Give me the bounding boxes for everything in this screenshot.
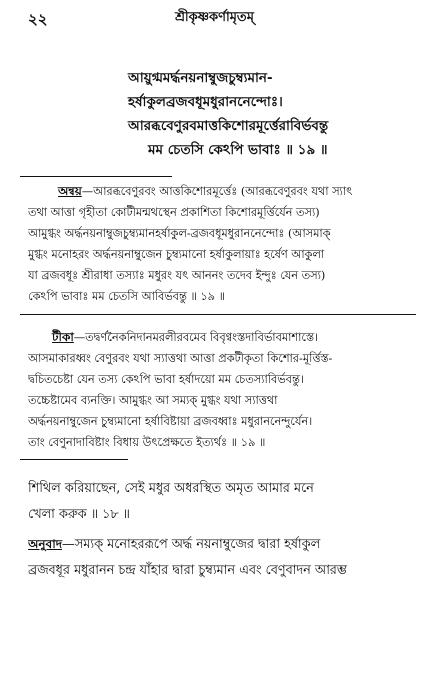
tika-line: আসমাকারধ্বং বেণুরবং যথা স্যাত্তথা আত্তা প্রকটীকৃতা কিশোর-মূর্ত্তিস্ত-	[28, 352, 333, 365]
anubad-heading: অনুবাদ	[28, 537, 63, 551]
anvaya-line: তথা আত্তা গৃহীতা কোটীমন্মথস্থেন প্রকাশিতা কিশোরমূর্ত্তির্যেন তস্য)	[28, 206, 320, 219]
tika-section	[28, 327, 412, 453]
anvaya-line: যা ব্রজবধূঃ শ্রীরাধা তস্যাঃ মধুরং যৎ আননং তদেব ইন্দুঃ যেন তস্য)	[28, 269, 326, 282]
tika-line: তচ্চেষ্টামেব ব্যনক্তি। আমুগ্ধং আ সম্যক্ মুগ্ধং যথা স্যাত্তথা	[28, 394, 278, 407]
anubad-line: ব্রজবধূর মধুরানন চন্দ্র যাঁহার দ্বারা চুম্ব্যমান এবং বেণুবাদন আরম্ভ	[28, 563, 347, 578]
tika-first-line: —তদ্বর্ণনৈকনিদানমরলীরবমেব বিবৃণ্বংস্তদাবির্ভাবমাশাস্তে।	[73, 331, 319, 344]
anvaya-section	[28, 181, 412, 307]
verse-line: হর্ষাকুলব্রজবধূমধুরাননেন্দোঃ।	[128, 94, 283, 110]
anvaya-line: আমুগ্ধং অর্দ্ধনয়নাম্বুজচুম্ব্যমানহর্ষাকুল-ব্রজবধূমধুরাননেন্দোঃ (আসমাক্	[28, 227, 331, 240]
tika-heading: টীকা	[52, 330, 74, 344]
page-number: ২২	[28, 10, 48, 28]
verse-line: আয়ুগ্মমর্দ্ধনয়নাম্বুজচুম্ব্যমান-	[128, 70, 273, 86]
anvaya-heading: অন্বয়	[58, 184, 82, 198]
verse-line: আরব্ধবেণুরবমাত্তকিশোরমূর্ত্তেরাবির্ভবন্তু	[128, 118, 329, 134]
divider	[20, 459, 128, 460]
divider	[20, 314, 416, 315]
bengali-line: শিথিল করিয়াছেন, সেই মধুর অধরস্থিত অমৃত আমার মনে	[28, 481, 314, 496]
tika-line: দ্বচিতচেষ্টা যেন তস্য কেঽপি ভাবা হর্ষাদয়ো মম চেতস্যাবির্ভবন্তু।	[28, 373, 304, 386]
tika-line: তাং বেণুনাদাবিষ্টাং বিধায় উৎপ্রেক্ষতে ইত্যর্থঃ ॥ ১৯ ॥	[28, 436, 266, 449]
tika-line: অর্দ্ধনয়নাম্বুজেন চুম্ব্যমানো হর্ষাবিষ্টায়া ব্রজবধ্বাঃ মধুরাননেন্দুর্যেন।	[28, 415, 313, 428]
divider	[20, 176, 172, 177]
page-header	[0, 8, 429, 30]
anubad-section	[28, 531, 412, 584]
anvaya-line: কেঽপি ভাবাঃ মম চেতসি আবির্ভবন্তু ॥ ১৯ ॥	[28, 290, 225, 303]
bengali-continuation	[28, 476, 412, 528]
anvaya-first-line: —আরব্ধবেণুরবং আত্তকিশোরমূর্ত্তেঃ (আরব্ধবেণুরবং যথা স্যাৎ	[81, 185, 353, 198]
running-title: শ্রীকৃষ্ণকর্ণামৃতম্‌	[175, 10, 254, 25]
anvaya-line: মুগ্ধং মনোহরং অর্দ্ধনয়নাম্বুজেন চুম্ব্যমানো হর্ষাকুলায়াঃ হর্ষেণ আকুলা	[28, 248, 325, 261]
anubad-first-line: —সম্যক্ মনোহররূপে অর্দ্ধ নয়নাম্বুজের দ্বারা হর্ষাকুল	[62, 537, 321, 552]
bengali-line: খেলা করুক ॥ ১৮ ॥	[28, 507, 130, 522]
verse-line: মম চেতসি কেঽপি ভাবাঃ ॥ ১৯ ॥	[148, 142, 328, 158]
sanskrit-verse	[128, 66, 418, 162]
